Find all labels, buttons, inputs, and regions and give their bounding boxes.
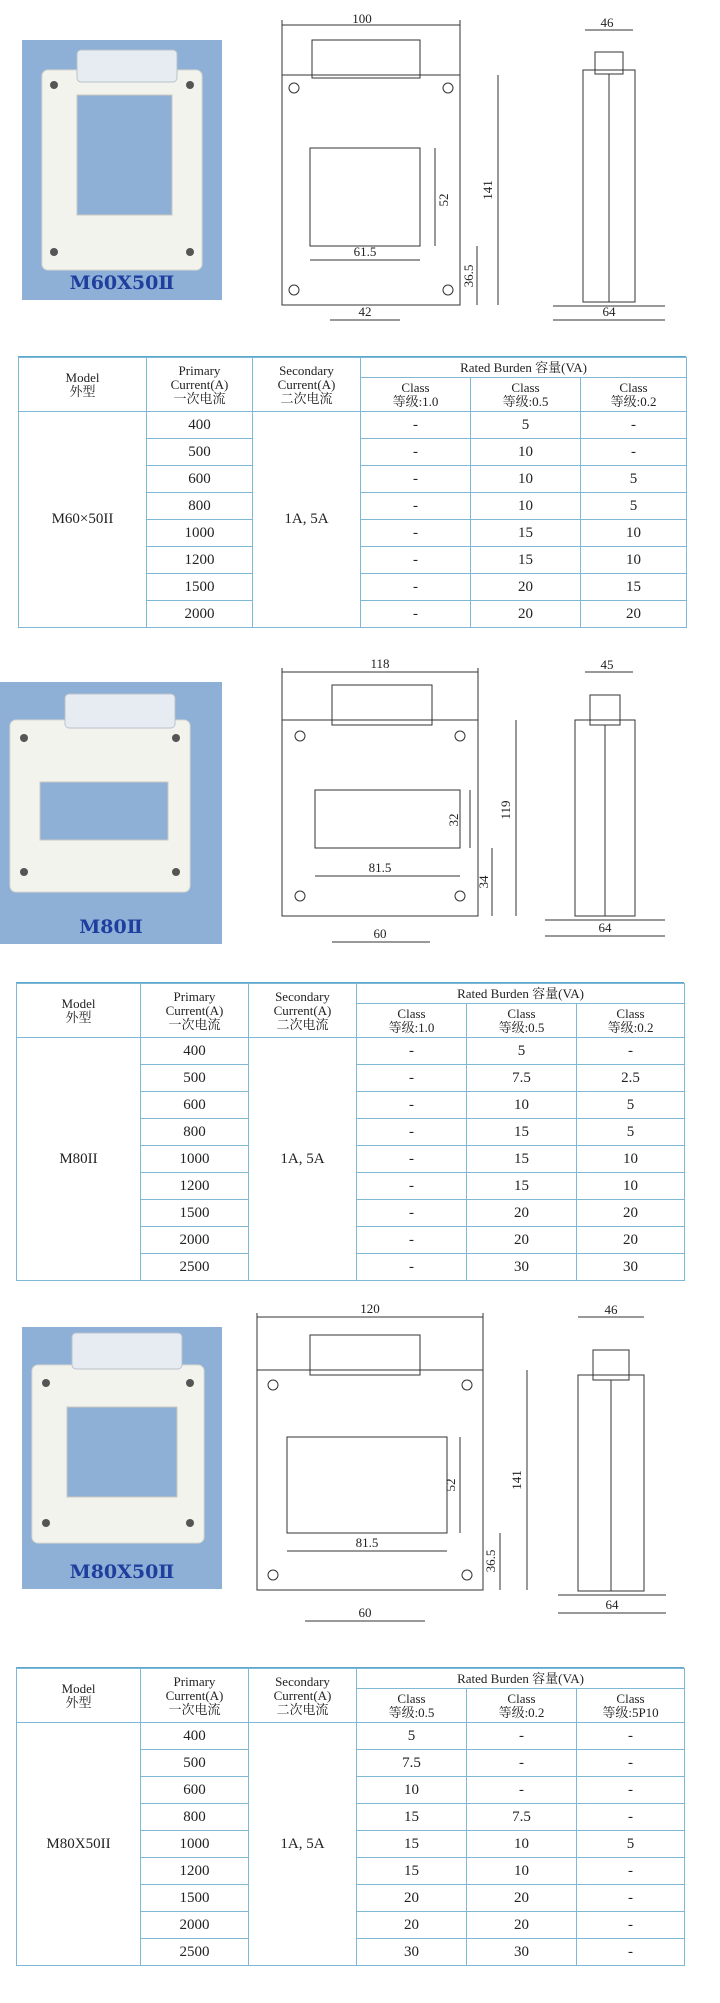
header-secondary: Secondary Current(A) 二次电流 [249, 984, 357, 1038]
header-class-3: Class 等级:0.2 [581, 378, 687, 412]
secondary-cell: 1A, 5A [249, 1038, 357, 1281]
table-row: 600 - 10 5 [19, 466, 687, 493]
table-row: 2500 - 30 30 [17, 1254, 685, 1281]
table-row: 1000 15 10 5 [17, 1831, 685, 1858]
header-class-1: Class 等级:0.5 [357, 1689, 467, 1723]
side-dim-bottom: 64 [602, 304, 616, 319]
table-row: 2000 20 20 - [17, 1912, 685, 1939]
dim-bottom-h: 36.5 [483, 1549, 498, 1573]
header-secondary: Secondary Current(A) 二次电流 [253, 358, 361, 412]
header-class-3: Class 等级:5P10 [577, 1689, 685, 1723]
photo-label: M80X50Ⅱ [69, 1561, 175, 1583]
photo-label: M80Ⅱ [79, 916, 143, 938]
table-row: 500 7.5 - - [17, 1750, 685, 1777]
header-model: Model 外型 [17, 1669, 141, 1723]
header-rated-burden: Rated Burden 容量(VA) [357, 1669, 685, 1689]
dim-bottom-h: 36.5 [461, 264, 476, 288]
header-model: Model 外型 [17, 984, 141, 1038]
header-model: Model 外型 [19, 358, 147, 412]
table-row: 500 - 7.5 2.5 [17, 1065, 685, 1092]
table-row: 600 10 - - [17, 1777, 685, 1804]
header-class-2: Class 等级:0.5 [467, 1004, 577, 1038]
header-class-3: Class 等级:0.2 [577, 1004, 685, 1038]
dim-window-h: 32 [446, 813, 461, 827]
dim-width: 118 [370, 656, 390, 671]
side-dim-top: 46 [604, 1302, 618, 1317]
table-row: 1000 - 15 10 [19, 520, 687, 547]
dim-width: 100 [352, 11, 372, 26]
dim-hole-spacing: 60 [373, 926, 387, 941]
model-cell: M80X50II [17, 1723, 141, 1966]
dim-height: 119 [498, 800, 513, 820]
table-row: 1200 - 15 10 [17, 1173, 685, 1200]
header-primary: Primary Current(A) 一次电流 [147, 358, 253, 412]
table-row: 2000 - 20 20 [19, 601, 687, 628]
table-row: 2500 30 30 - [17, 1939, 685, 1966]
spec-table [16, 1668, 685, 1966]
dim-hole-spacing: 60 [358, 1605, 372, 1620]
dim-window-w: 61.5 [353, 244, 377, 259]
header-class-1: Class 等级:1.0 [357, 1004, 467, 1038]
dim-width: 120 [360, 1301, 380, 1316]
dim-height: 141 [509, 1470, 524, 1490]
secondary-cell: 1A, 5A [253, 412, 361, 628]
product-photo [22, 40, 222, 300]
table-row: M60×50II 400 1A, 5A - 5 - [19, 412, 687, 439]
side-dim-top: 46 [600, 15, 614, 30]
side-dim-top: 45 [600, 657, 614, 672]
table-row: 600 - 10 5 [17, 1092, 685, 1119]
product-photo [0, 682, 222, 944]
header-class-1: Class 等级:1.0 [361, 378, 471, 412]
spec-table [16, 983, 685, 1281]
front-view-drawing [270, 650, 530, 950]
dim-window-w: 81.5 [355, 1535, 379, 1550]
model-cell: M80II [17, 1038, 141, 1281]
table-row: 800 15 7.5 - [17, 1804, 685, 1831]
front-view-drawing [270, 10, 510, 330]
side-dim-bottom: 64 [605, 1597, 619, 1612]
table-row: 1500 - 20 15 [19, 574, 687, 601]
table-row: M80II 400 1A, 5A - 5 - [17, 1038, 685, 1065]
header-rated-burden: Rated Burden 容量(VA) [361, 358, 687, 378]
table-row: 1500 - 20 20 [17, 1200, 685, 1227]
table-row: 2000 - 20 20 [17, 1227, 685, 1254]
table-row: 1500 20 20 - [17, 1885, 685, 1912]
secondary-cell: 1A, 5A [249, 1723, 357, 1966]
model-cell: M60×50II [19, 412, 147, 628]
table-row: 800 - 15 5 [17, 1119, 685, 1146]
side-dim-bottom: 64 [598, 920, 612, 935]
table-row: 1200 - 15 10 [19, 547, 687, 574]
front-view-drawing [245, 1295, 545, 1635]
transformer-illustration [22, 40, 222, 300]
dim-window-h: 52 [443, 1478, 458, 1492]
dim-bottom-h: 34 [476, 875, 491, 889]
table-row: 800 - 10 5 [19, 493, 687, 520]
header-class-2: Class 等级:0.5 [471, 378, 581, 412]
header-rated-burden: Rated Burden 容量(VA) [357, 984, 685, 1004]
table-row: 1000 - 15 10 [17, 1146, 685, 1173]
table-row: 500 - 10 - [19, 439, 687, 466]
dim-hole-spacing: 42 [358, 304, 372, 319]
header-primary: Primary Current(A) 一次电流 [141, 1669, 249, 1723]
header-secondary: Secondary Current(A) 二次电流 [249, 1669, 357, 1723]
side-view-drawing [545, 650, 675, 950]
dim-window-h: 52 [436, 193, 451, 207]
dim-window-w: 81.5 [368, 860, 392, 875]
transformer-illustration [0, 682, 222, 944]
photo-label: M60X50Ⅱ [69, 272, 175, 294]
table-row: M80X50II 400 1A, 5A 5 - - [17, 1723, 685, 1750]
transformer-illustration [22, 1327, 222, 1589]
side-view-drawing [548, 1295, 678, 1635]
table-row: 1200 15 10 - [17, 1858, 685, 1885]
side-view-drawing [545, 10, 675, 330]
header-primary: Primary Current(A) 一次电流 [141, 984, 249, 1038]
product-photo [22, 1327, 222, 1589]
spec-table [18, 357, 687, 628]
dim-height: 141 [480, 180, 495, 200]
header-class-2: Class 等级:0.2 [467, 1689, 577, 1723]
